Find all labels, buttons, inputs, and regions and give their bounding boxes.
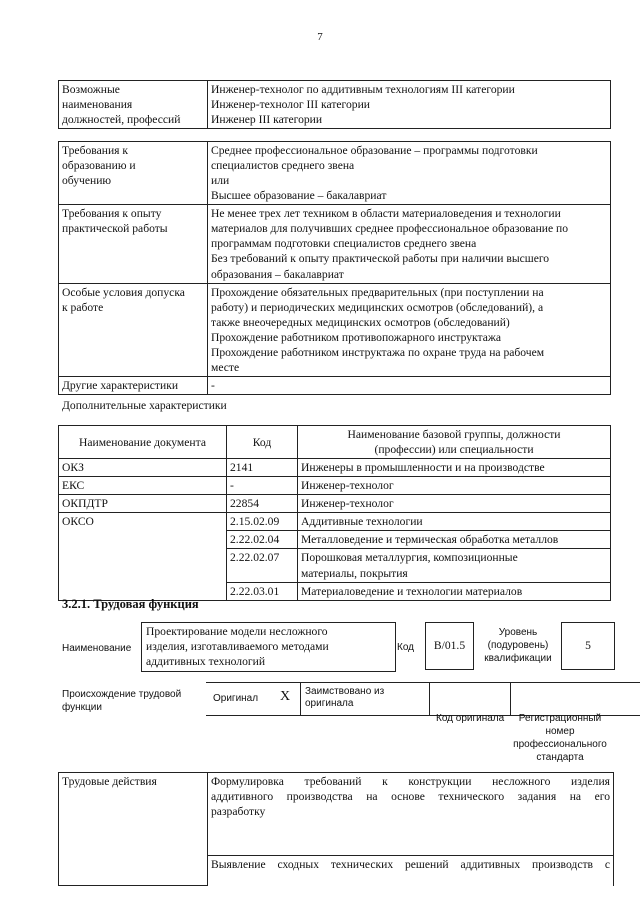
divider	[510, 682, 511, 716]
table-row: 2.22.02.07 Порошковая металлургия, композиционные материалы, покрытия	[59, 549, 611, 582]
labor-action-item: Формулировка требований к конструкции несложного изделия аддитивного производства на основе технического задания на его разработку	[208, 773, 614, 856]
table-row: ОКЗ 2141 Инженеры в промышленности и на производстве	[59, 459, 611, 477]
admission-value: Прохождение обязательных предварительных (при поступлении на работу) и периодических медицинских осмотров (обследований), а также внеочередных медицинских осмотров (обследований) Прохождение работником противопожарного инструктажа Прохождение работником инструктажа по охране труда на рабочем месте	[208, 283, 611, 376]
job-titles-values: Инженер-технолог по аддитивным технологиям III категории Инженер-технолог III категории Инженер III категории	[208, 81, 611, 129]
code-label: Код	[397, 642, 415, 653]
table-row	[59, 283, 611, 376]
name-label: Наименование	[62, 643, 132, 654]
function-name-box: Проектирование модели несложного изделия, изготавливаемого методами аддитивных технологий	[141, 622, 396, 672]
experience-value: Не менее трех лет техником в области материаловедения и технологии материалов для получивших среднее профессиональное образование по программам подготовки специалистов среднего звена Без требований к опыту практической работы при наличии высшего образования – бакалавриат	[208, 205, 611, 283]
page-number: 7	[317, 31, 323, 43]
other-label: Другие характеристики	[59, 376, 208, 394]
original-label: Оригинал	[213, 693, 259, 704]
code-original-label: Код оригинала	[436, 713, 505, 724]
additional-table	[58, 425, 611, 601]
education-value: Среднее профессиональное образование – программы подготовки специалистов среднего звена или Высшее образование – бакалавриат	[208, 142, 611, 205]
header-name: Наименование базовой группы, должности (профессии) или специальности	[298, 426, 611, 459]
labor-actions-table	[58, 772, 614, 886]
experience-label: Требования к опыту практической работы	[59, 205, 208, 283]
original-mark: X	[280, 689, 291, 704]
table-row	[59, 773, 614, 856]
origin-label: Происхождение трудовой функции	[62, 689, 182, 713]
divider	[429, 682, 430, 716]
table-row: ОКПДТР 22854 Инженер-технолог	[59, 495, 611, 513]
divider	[300, 682, 301, 716]
reg-number-label: Регистрационный номер профессионального стандарта	[513, 713, 607, 763]
table-row	[59, 376, 611, 394]
table-row	[59, 142, 611, 205]
origin-grid	[206, 682, 640, 716]
labor-action-item: Выявление сходных технических решений аддитивных производств с	[208, 855, 614, 885]
table-header-row	[59, 426, 611, 459]
section-title: 3.2.1. Трудовая функция	[62, 597, 199, 611]
table-row: 2.22.03.01 Материаловедение и технологии материалов	[59, 582, 611, 600]
level-label: Уровень (подуровень) квалификации	[484, 627, 552, 664]
table-row: 2.22.02.04 Металловедение и термическая обработка металлов	[59, 531, 611, 549]
header-code: Код	[227, 426, 298, 459]
level-value-box: 5	[561, 622, 615, 670]
table-row: ОКСО 2.15.02.09 Аддитивные технологии	[59, 513, 611, 531]
other-value: -	[208, 376, 611, 394]
additional-title: Дополнительные характеристики	[62, 399, 227, 412]
labor-actions-label: Трудовые действия	[59, 773, 208, 886]
admission-label: Особые условия допуска к работе	[59, 283, 208, 376]
header-document: Наименование документа	[59, 426, 227, 459]
job-titles-table	[58, 80, 611, 129]
borrowed-label: Заимствовано из оригинала	[305, 686, 385, 709]
job-titles-label: Возможные наименования должностей, профессий	[59, 81, 208, 129]
table-row	[59, 205, 611, 283]
table-row: ЕКС - Инженер-технолог	[59, 477, 611, 495]
code-value-box: B/01.5	[425, 622, 474, 670]
education-label: Требования к образованию и обучению	[59, 142, 208, 205]
requirements-table	[58, 141, 611, 395]
